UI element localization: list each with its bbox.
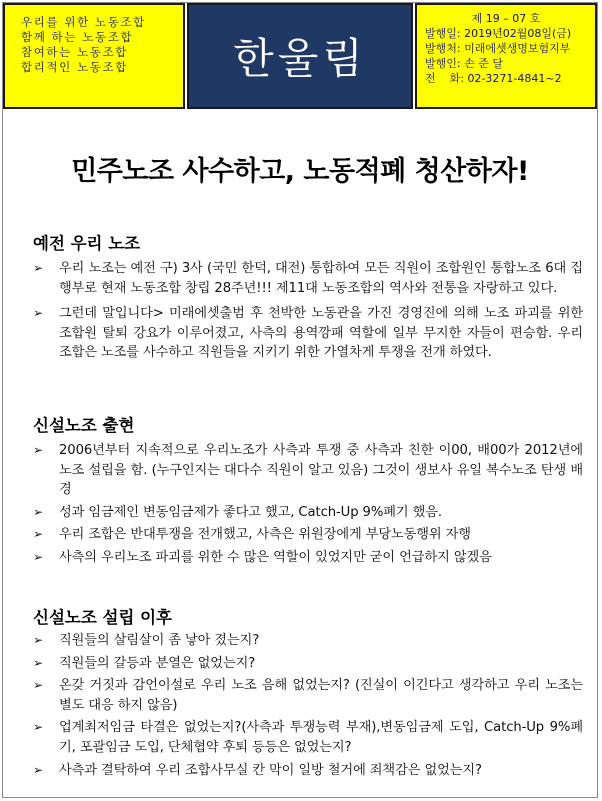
list-item [33, 525, 583, 545]
section-title: 예전 우리 노조 [33, 234, 141, 253]
newsletter-header [3, 3, 597, 109]
list-item [33, 676, 583, 715]
arrow-bullet-icon: ➢ [33, 633, 43, 647]
issue-number: 제 19 – 07 호 [471, 12, 541, 25]
bullet-text: 업계최저임금 타결은 없었는지?(사측과 투쟁능력 부재),변동임금제 도입, Catch-Up 9%폐기, 포괄임금 도입, 단체협약 후퇴 등등은 없었는지? [59, 720, 583, 755]
info-label: 발행처 [425, 42, 457, 55]
info-label: 전 화 [425, 72, 461, 85]
arrow-bullet-icon: ➢ [33, 720, 43, 735]
slogan-line: 참여하는 노동조합 [21, 45, 128, 59]
section-after-new-union [33, 607, 583, 780]
list-item [33, 631, 583, 651]
arrow-bullet-icon: ➢ [33, 504, 43, 519]
newsletter-page [2, 2, 598, 798]
arrow-bullet-icon: ➢ [33, 549, 43, 564]
bullet-text: 사측과 결탁하여 우리 조합사무실 칸 막이 일방 철거에 죄책감은 없었는지? [59, 762, 482, 778]
list-item [33, 548, 583, 568]
info-value: 미래에셋생명보험지부 [464, 42, 571, 55]
list-item [33, 304, 583, 363]
info-row: 발행일: 2019년02월08일(금) [425, 27, 572, 40]
arrow-bullet-icon: ➢ [33, 678, 43, 693]
bullet-text: 2006년부터 지속적으로 우리노조가 사측과 투쟁 중 사측과 친한 이00, 배00가 2012년에 노조 설립을 함. (누구인지는 대다수 직원이 알고 있음) 그것이 생보사 유일 복수노조 탄생 배경 [59, 443, 583, 498]
bullet-text: 그런데 말입니다> 미래에셋출범 후 천박한 노동관을 가진 경영진에 의해 노조 파괴를 위한 조합원 탈퇴 강요가 이루어졌고, 사측의 용역깡패 역할에 일부 무지한 자들이 편승함. 우리 조합은 노조를 사수하고 직원들을 지키기 위한 가열차게 투쟁을 전개 하였다. [59, 306, 583, 361]
bullet-list [33, 441, 583, 568]
list-item [33, 441, 583, 500]
arrow-bullet-icon: ➢ [33, 261, 43, 275]
list-item [33, 654, 583, 674]
slogan-line: 함께 하는 노동조합 [21, 30, 134, 44]
info-value: 2019년02월08일(금) [464, 27, 572, 40]
section-title: 신설노조 출현 [33, 416, 135, 435]
info-row: 발행처: 미래에셋생명보험지부 [425, 42, 571, 55]
bullet-list [33, 631, 583, 780]
newsletter-title: 한울림 [233, 34, 367, 83]
info-label: 발행일 [425, 27, 457, 40]
bullet-text: 성과 임금제인 변동임금제가 좋다고 했고, Catch-Up 9%폐기 했음. [59, 504, 443, 520]
list-item [33, 761, 583, 781]
slogan-line: 우리를 위한 노동조합 [21, 15, 146, 29]
page-headline: 민주노조 사수하고, 노동적폐 청산하자! [71, 156, 529, 187]
section-past-union [33, 233, 583, 363]
arrow-bullet-icon: ➢ [33, 527, 43, 542]
info-value: 손 준 달 [464, 57, 503, 70]
section-title: 신설노조 설립 이후 [33, 608, 173, 627]
bullet-text: 직원들의 살림살이 좀 낳아 졌는지? [59, 633, 260, 648]
bullet-list [33, 259, 583, 363]
info-label: 발행인 [425, 57, 457, 70]
bullet-text: 우리 조합은 반대투쟁을 전개했고, 사측은 위원장에게 부당노동행위 자행 [59, 527, 471, 543]
list-item [33, 503, 583, 523]
bullet-text: 온갖 거짓과 감언이설로 우리 노조 음해 없었는지? (진실이 이긴다고 생각하고 우리 노조는 별도 대응 하지 않음) [59, 678, 583, 713]
info-row: 발행인: 손 준 달 [425, 57, 503, 70]
bullet-text: 직원들의 갈등과 분열은 없었는지? [59, 655, 256, 671]
bullet-text: 사측의 우리노조 파괴를 위한 수 많은 역할이 있었지만 굳이 언급하지 않겠음 [59, 549, 492, 565]
arrow-bullet-icon: ➢ [33, 443, 43, 457]
section-new-union [33, 415, 583, 568]
info-row: 전 화: 02-3271-4841~2 [425, 72, 562, 85]
list-item [33, 718, 583, 757]
arrow-bullet-icon: ➢ [33, 762, 43, 777]
list-item [33, 259, 583, 298]
slogan-box [3, 3, 185, 109]
arrow-bullet-icon: ➢ [33, 655, 43, 670]
info-value: 02-3271-4841~2 [467, 72, 562, 85]
bullet-text: 우리 노조는 예전 구) 3사 (국민 한덕, 대전) 통합하여 모든 직원이 조합원인 통합노조 6대 집행부로 현재 노동조합 창립 28주년!!! 제11대 노동조합의 역사와 전통을 자랑하고 있다. [59, 261, 583, 296]
publication-info [415, 3, 597, 109]
masthead [187, 3, 413, 109]
slogan-line: 합리적인 노동조합 [21, 60, 128, 74]
arrow-bullet-icon: ➢ [33, 306, 43, 321]
